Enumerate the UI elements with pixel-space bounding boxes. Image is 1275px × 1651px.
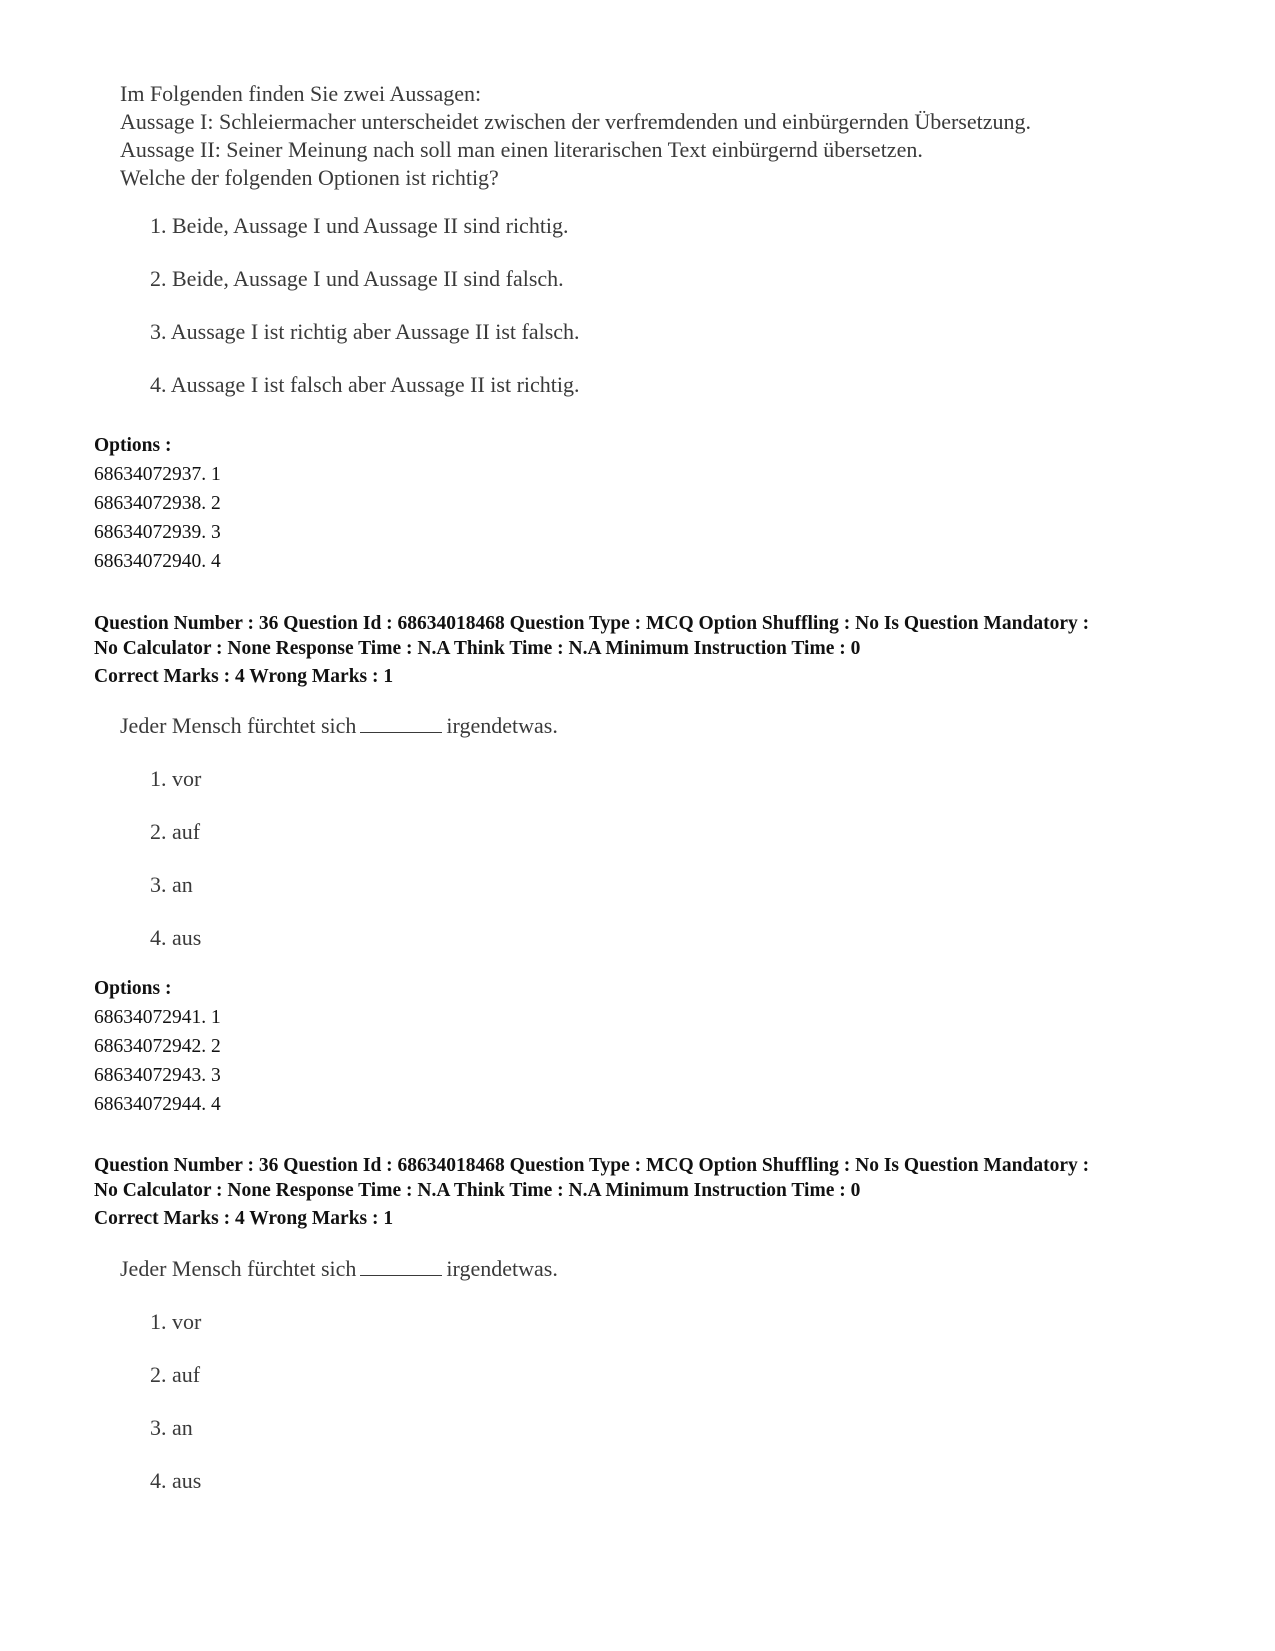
choice-3: 3. an bbox=[150, 872, 193, 897]
meta-line-1: Question Number : 36 Question Id : 68634018468 Question Type : MCQ Option Shuffling : No Is Question Mandatory : bbox=[94, 613, 1090, 634]
option-row: 68634072940. 4 bbox=[94, 551, 221, 572]
choice-2: 2. auf bbox=[150, 819, 201, 844]
choice-4: 4. aus bbox=[150, 925, 202, 950]
choice-1: 1. Beide, Aussage I und Aussage II sind richtig. bbox=[150, 213, 569, 238]
answer-blank bbox=[360, 714, 442, 733]
options-header: Options : bbox=[94, 978, 172, 999]
choice-3: 3. Aussage I ist richtig aber Aussage II ist falsch. bbox=[150, 319, 580, 344]
question-text-after: irgendetwas. bbox=[446, 1256, 558, 1281]
statement-two: Aussage II: Seiner Meinung nach soll man einen literarischen Text einbürgernd übersetzen. bbox=[120, 137, 923, 162]
option-row: 68634072942. 2 bbox=[94, 1036, 221, 1057]
question-block bbox=[120, 712, 820, 952]
question-meta bbox=[94, 611, 1089, 689]
statement-question: Welche der folgenden Optionen ist richtig? bbox=[120, 165, 499, 190]
options-header: Options : bbox=[94, 435, 172, 456]
meta-line-2: No Calculator : None Response Time : N.A Think Time : N.A Minimum Instruction Time : 0 bbox=[94, 638, 861, 659]
choice-3: 3. an bbox=[150, 1415, 193, 1440]
question-statement-block bbox=[120, 80, 1220, 410]
choice-2: 2. auf bbox=[150, 1362, 201, 1387]
choice-1: 1. vor bbox=[150, 766, 202, 791]
options-list bbox=[94, 974, 221, 1119]
options-list bbox=[94, 431, 221, 576]
option-row: 68634072938. 2 bbox=[94, 493, 221, 514]
option-row: 68634072944. 4 bbox=[94, 1094, 221, 1115]
statement-one: Aussage I: Schleiermacher unterscheidet zwischen der verfremdenden und einbürgernden Übersetzung. bbox=[120, 109, 1032, 134]
question-text bbox=[120, 1255, 820, 1283]
question-text-before: Jeder Mensch fürchtet sich bbox=[120, 713, 357, 738]
statement-intro: Im Folgenden finden Sie zwei Aussagen: bbox=[120, 81, 482, 106]
marks-line: Correct Marks : 4 Wrong Marks : 1 bbox=[94, 1208, 394, 1229]
choice-1: 1. vor bbox=[150, 1309, 202, 1334]
answer-blank bbox=[360, 1257, 442, 1276]
option-row: 68634072939. 3 bbox=[94, 522, 221, 543]
meta-line-2: No Calculator : None Response Time : N.A Think Time : N.A Minimum Instruction Time : 0 bbox=[94, 1180, 861, 1201]
meta-line-1: Question Number : 36 Question Id : 68634018468 Question Type : MCQ Option Shuffling : No Is Question Mandatory : bbox=[94, 1155, 1090, 1176]
question-block bbox=[120, 1255, 820, 1495]
question-text-after: irgendetwas. bbox=[446, 713, 558, 738]
question-text bbox=[120, 712, 820, 740]
marks-line: Correct Marks : 4 Wrong Marks : 1 bbox=[94, 666, 394, 687]
question-meta bbox=[94, 1153, 1089, 1231]
choice-2: 2. Beide, Aussage I und Aussage II sind falsch. bbox=[150, 266, 564, 291]
option-row: 68634072943. 3 bbox=[94, 1065, 221, 1086]
question-text-before: Jeder Mensch fürchtet sich bbox=[120, 1256, 357, 1281]
option-row: 68634072937. 1 bbox=[94, 464, 221, 485]
option-row: 68634072941. 1 bbox=[94, 1007, 221, 1028]
choice-4: 4. Aussage I ist falsch aber Aussage II ist richtig. bbox=[150, 372, 580, 397]
choice-4: 4. aus bbox=[150, 1468, 202, 1493]
